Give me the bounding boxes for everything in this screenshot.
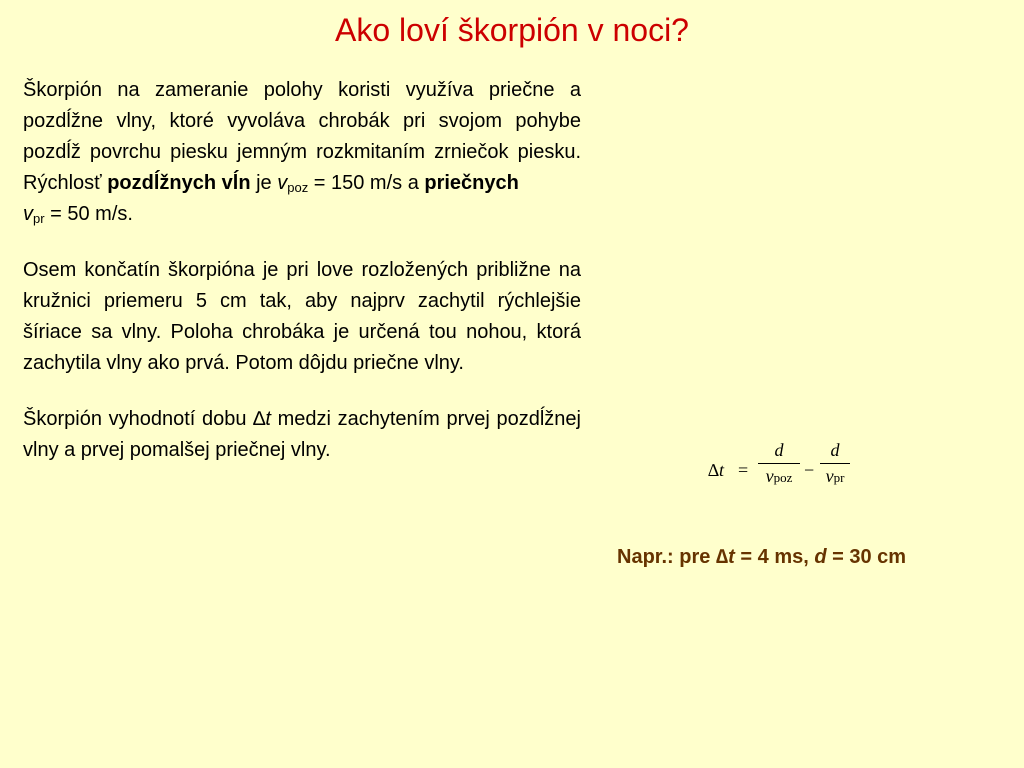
delta-symbol: ∆ bbox=[715, 546, 729, 568]
paragraph-text: je bbox=[250, 172, 278, 194]
distance-symbol: d bbox=[830, 440, 840, 460]
fraction-bar bbox=[758, 463, 800, 464]
velocity-subscript-pr: pr bbox=[833, 470, 845, 485]
distance-symbol: d bbox=[774, 440, 784, 460]
bold-longitudinal-waves: pozdĺžnych vĺn bbox=[107, 172, 251, 194]
paragraph-legs: Osem končatín škorpióna je pri love rozložených približne na kružnici priemeru 5 cm tak, aby najprv zachytil rýchlejšie šíriace sa vlny. Poloha chrobáka je určená tou nohou, ktorá zachytila vlny ako prvá. Potom dôjdu priečne vlny. bbox=[23, 259, 581, 374]
equals-sign: = bbox=[738, 460, 749, 480]
bold-transverse: priečnych bbox=[424, 172, 519, 194]
paragraph-text: Škorpión vyhodnotí dobu bbox=[23, 408, 254, 430]
velocity-subscript-poz: poz bbox=[287, 180, 309, 195]
distance-symbol: d bbox=[814, 546, 827, 568]
time-difference-formula bbox=[708, 440, 858, 508]
velocity-symbol: v bbox=[825, 466, 834, 486]
time-symbol: t bbox=[728, 546, 735, 568]
example-calculation bbox=[617, 546, 906, 569]
slide-title: Ako loví škorpión v noci? bbox=[335, 12, 689, 48]
paragraph-text: medzi zachytením prvej pozdĺžnej vlny a prvej pomalšej priečnej vlny. bbox=[23, 408, 581, 461]
formula-lhs bbox=[708, 460, 724, 481]
velocity-subscript-poz: poz bbox=[773, 470, 793, 485]
paragraph-text: = 50 m/s. bbox=[44, 203, 133, 225]
fraction-denominator bbox=[820, 466, 850, 487]
delta-symbol: ∆ bbox=[708, 460, 720, 480]
paragraph-text: Škorpión na zameranie polohy koristi využíva priečne a pozdĺžne vlny, ktoré vyvoláva chrobák pri svojom pohybe pozdĺž povrchu piesku jemným rozkmitaním zrniečok piesku. Rýchlosť bbox=[23, 79, 581, 194]
example-text: Napr.: pre bbox=[617, 546, 716, 568]
time-symbol: t bbox=[719, 460, 725, 480]
delta-symbol: ∆ bbox=[253, 408, 266, 430]
fraction-denominator bbox=[758, 466, 800, 487]
fraction-longitudinal bbox=[758, 440, 800, 487]
velocity-symbol: v bbox=[23, 203, 33, 225]
text-column bbox=[23, 75, 581, 491]
fraction-bar bbox=[820, 463, 850, 464]
velocity-subscript-pr: pr bbox=[33, 211, 45, 226]
time-symbol: t bbox=[265, 408, 271, 430]
velocity-symbol: v bbox=[765, 466, 774, 486]
example-text: = 4 ms, bbox=[734, 546, 815, 568]
fraction-transverse bbox=[820, 440, 850, 487]
example-text: = 30 cm bbox=[826, 546, 907, 568]
velocity-symbol: v bbox=[277, 172, 288, 194]
minus-sign: − bbox=[804, 460, 815, 480]
paragraph-text: = 150 m/s a bbox=[308, 172, 425, 194]
paragraph-waves bbox=[23, 75, 581, 230]
paragraph-time bbox=[23, 404, 581, 466]
